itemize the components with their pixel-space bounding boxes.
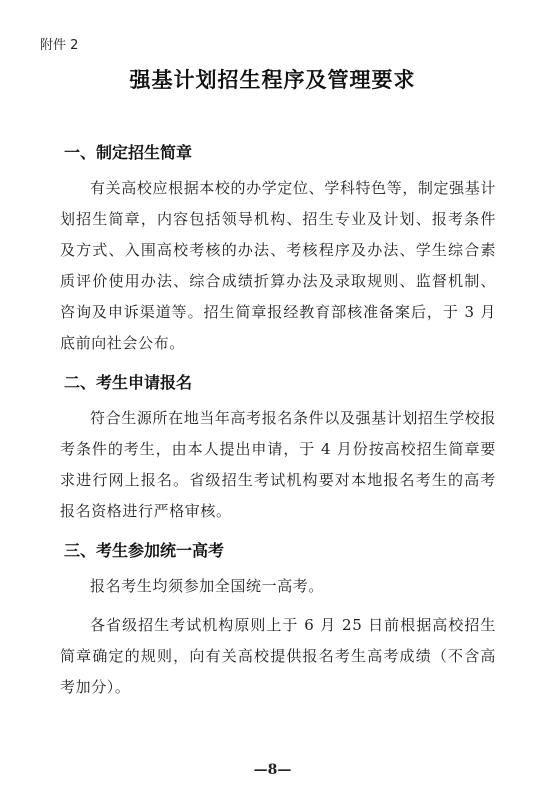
section-heading: 一、制定招生简章 <box>64 143 193 162</box>
section-2 <box>60 367 496 527</box>
document-title: 强基计划招生程序及管理要求 <box>129 68 416 92</box>
section-3 <box>60 535 496 703</box>
paragraph: 报名考生均须参加全国统一高考。 <box>90 577 325 595</box>
paragraph: 各省级招生考试机构原则上于 6 月 25 日前根据高校招生简章确定的规则，向有关高校提供报名考生高考成绩（不含高考加分）。 <box>60 616 496 696</box>
section-heading: 二、考生申请报名 <box>64 373 193 392</box>
section-1 <box>60 137 496 359</box>
section-heading: 三、考生参加统一高考 <box>64 541 225 560</box>
document-body <box>60 137 496 711</box>
paragraph: 符合生源所在地当年高考报名条件以及强基计划招生学校报考条件的考生，由本人提出申请，于 4 月份按高校招生简章要求进行网上报名。省级招生考试机构要对本地报名考生的高考报名资格进行严格审核。 <box>60 409 496 520</box>
attachment-label: 附件 2 <box>40 38 79 53</box>
paragraph: 有关高校应根据本校的办学定位、学科特色等，制定强基计划招生简章，内容包括领导机构、招生专业及计划、报考条件及方式、入围高校考核的办法、考核程序及办法、学生综合素质评价使用办法、综合成绩折算办法及录取规则、监督机制、咨询及申诉渠道等。招生简章报经教育部核准备案后，于 3 月底前向社会公布。 <box>60 179 496 352</box>
page-number: —8— <box>253 762 292 778</box>
